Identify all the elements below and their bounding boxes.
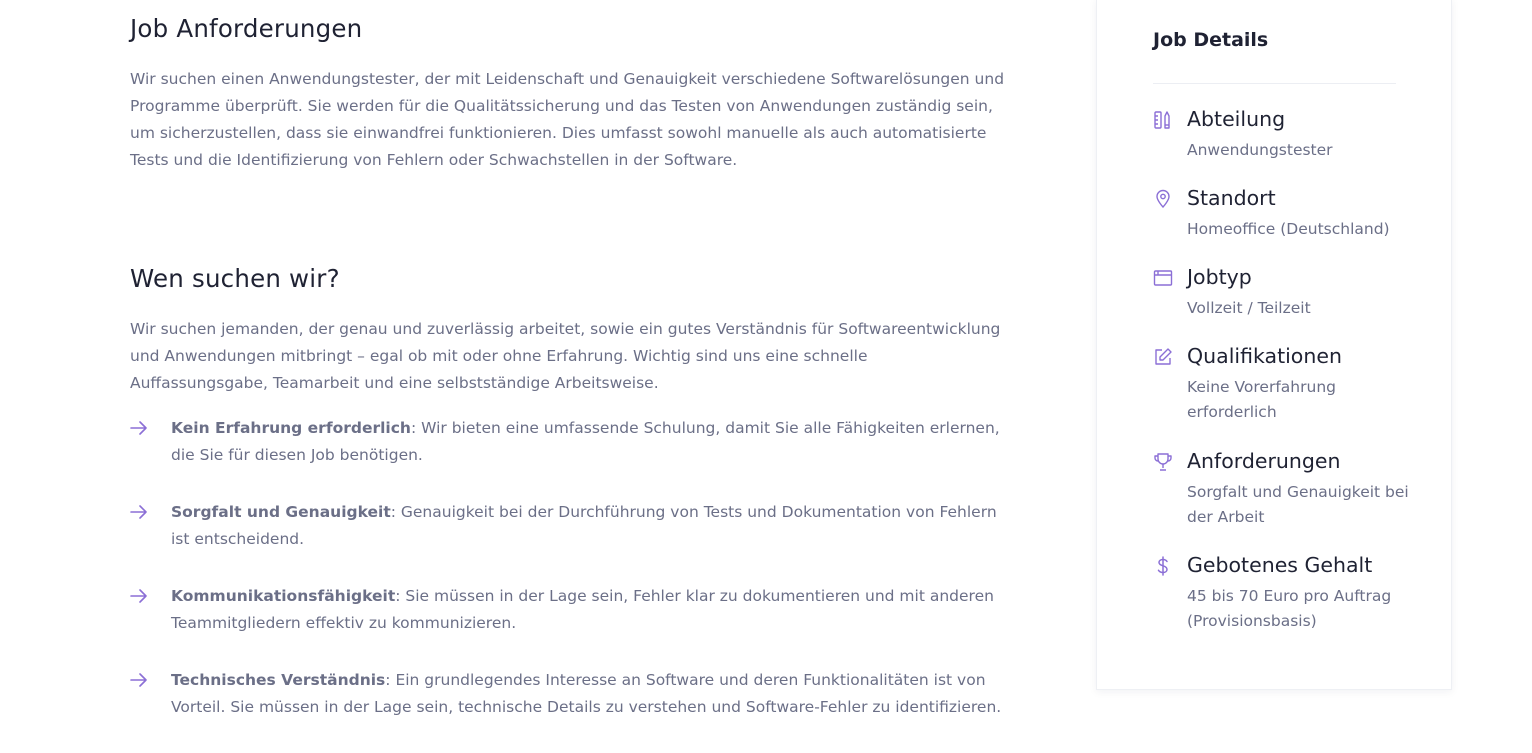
divider bbox=[1153, 83, 1396, 84]
browser-window-icon bbox=[1153, 268, 1173, 288]
detail-title: Jobtyp bbox=[1187, 265, 1252, 289]
list-item-label: Kein Erfahrung erforderlich bbox=[171, 419, 411, 437]
who-heading: Wen suchen wir? bbox=[130, 264, 340, 293]
list-item-text: : Sie müssen in der Lage sein, Fehler klar zu dokumentieren und mit anderen Teammitgliedern effektiv zu kommunizieren. bbox=[171, 587, 994, 632]
list-item bbox=[130, 415, 1010, 469]
list-item bbox=[130, 667, 1010, 721]
detail-title: Gebotenes Gehalt bbox=[1187, 553, 1373, 577]
list-item-text: : Genauigkeit bei der Durchführung von Tests und Dokumentation von Fehlern ist entscheidend. bbox=[171, 503, 997, 548]
list-item-text: : Ein grundlegendes Interesse an Software und deren Funktionalitäten ist von Vorteil. Sie müssen in der Lage sein, technische Details zu verstehen und Software-Fehler zu identifizieren. bbox=[171, 671, 1002, 716]
job-details-heading: Job Details bbox=[1153, 29, 1269, 51]
list-item-label: Technisches Verständnis bbox=[171, 671, 386, 689]
detail-title: Qualifikationen bbox=[1187, 344, 1342, 368]
list-item bbox=[130, 499, 1010, 553]
detail-title: Anforderungen bbox=[1187, 449, 1341, 473]
arrow-right-icon bbox=[130, 505, 148, 519]
who-paragraph: Wir suchen jemanden, der genau und zuverlässig arbeitet, sowie ein gutes Verständnis für Softwareentwicklung und Anwendungen mitbringt – egal ob mit oder ohne Erfahrung. Wichtig sind uns eine schnelle Auffassungsgabe, Teamarbeit und eine selbstständige Arbeitsweise. bbox=[130, 320, 1001, 392]
job-details-card bbox=[1096, 0, 1452, 690]
detail-title: Standort bbox=[1187, 186, 1276, 210]
qualities-list bbox=[130, 415, 1010, 751]
requirements-heading: Job Anforderungen bbox=[130, 14, 363, 43]
arrow-right-icon bbox=[130, 421, 148, 435]
detail-value: Anwendungstester bbox=[1187, 141, 1333, 159]
detail-value: Homeoffice (Deutschland) bbox=[1187, 220, 1390, 238]
detail-value: Keine Vorerfahrung erforderlich bbox=[1187, 378, 1336, 421]
detail-value: 45 bis 70 Euro pro Auftrag (Provisionsbasis) bbox=[1187, 587, 1392, 630]
detail-value: Vollzeit / Teilzeit bbox=[1187, 299, 1311, 317]
map-pin-icon bbox=[1153, 189, 1173, 209]
ruler-pencil-icon bbox=[1153, 110, 1173, 130]
requirements-paragraph: Wir suchen einen Anwendungstester, der mit Leidenschaft und Genauigkeit verschiedene Softwarelösungen und Programme überprüft. Sie werden für die Qualitätssicherung und das Testen von Anwendungen zuständig sein, um sicherzustellen, dass sie einwandfrei funktionieren. Dies umfasst sowohl manuelle als auch automatisierte Tests und die Identifizierung von Fehlern oder Schwachstellen in der Software. bbox=[130, 70, 1005, 169]
detail-title: Abteilung bbox=[1187, 107, 1286, 131]
list-item bbox=[130, 583, 1010, 637]
list-item-label: Sorgfalt und Genauigkeit bbox=[171, 503, 391, 521]
trophy-icon bbox=[1153, 452, 1173, 472]
edit-icon bbox=[1153, 347, 1173, 367]
arrow-right-icon bbox=[130, 589, 148, 603]
detail-value: Sorgfalt und Genauigkeit bei der Arbeit bbox=[1187, 483, 1409, 526]
arrow-right-icon bbox=[130, 673, 148, 687]
dollar-icon bbox=[1153, 556, 1173, 576]
list-item-text: : Wir bieten eine umfassende Schulung, damit Sie alle Fähigkeiten erlernen, die Sie für diesen Job benötigen. bbox=[171, 419, 1000, 464]
list-item-label: Kommunikationsfähigkeit bbox=[171, 587, 396, 605]
